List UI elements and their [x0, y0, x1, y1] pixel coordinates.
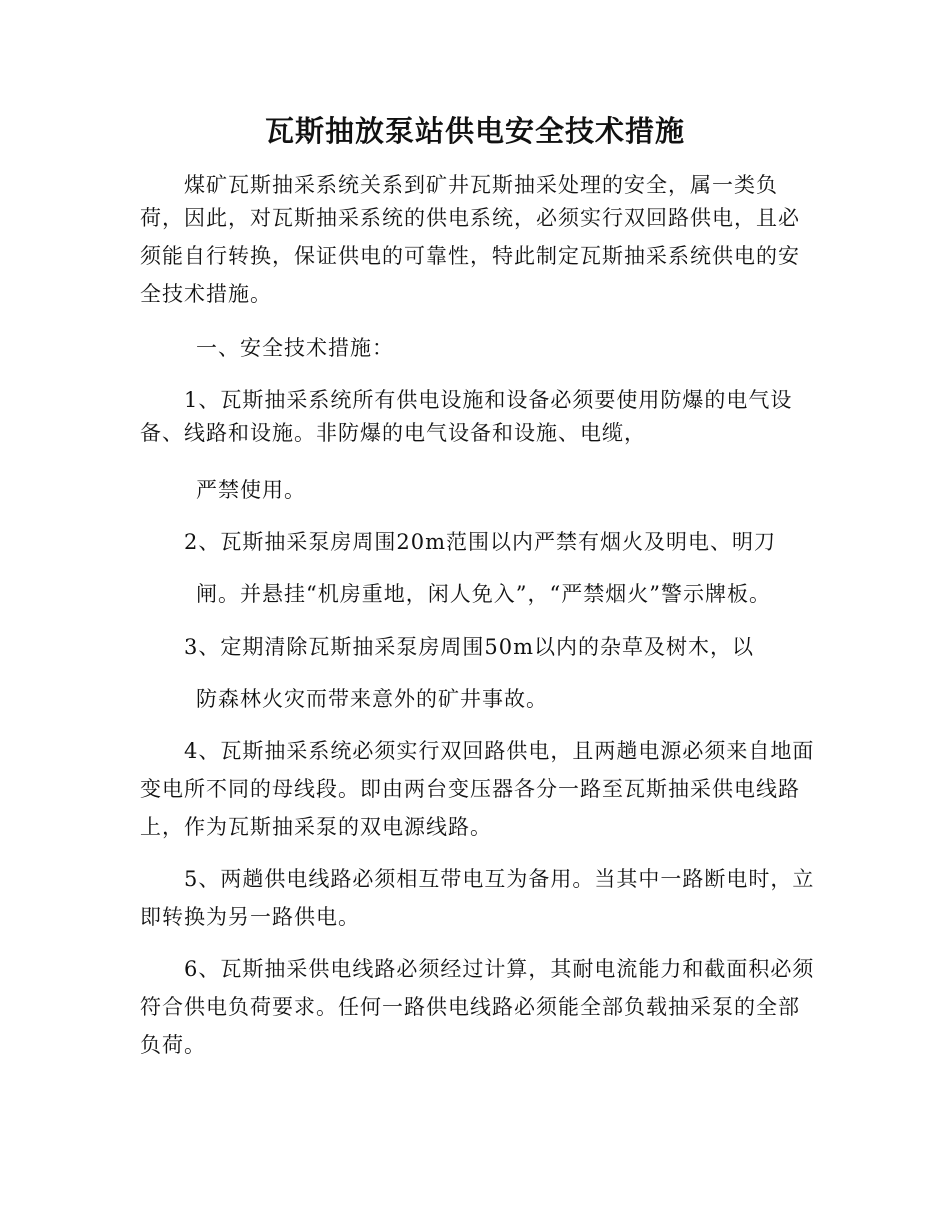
paragraph-intro-line-1: 煤矿瓦斯抽采系统关系到矿井瓦斯抽采处理的安全，属一类负	[184, 173, 778, 197]
item-4-line-1: 4、瓦斯抽采系统必须实行双回路供电，且两趟电源必须来自地面	[184, 739, 815, 763]
paragraph-intro-line-2: 荷，因此，对瓦斯抽采系统的供电系统，必须实行双回路供电，且必	[140, 206, 800, 230]
item-4-line-3: 上，作为瓦斯抽采泵的双电源线路。	[140, 815, 492, 839]
item-1-line-2: 备、线路和设施。非防爆的电气设备和设施、电缆，	[140, 421, 646, 445]
item-1-line-1: 1、瓦斯抽采系统所有供电设施和设备必须要使用防爆的电气设	[184, 388, 793, 412]
item-3-line-2: 防森林火灾而带来意外的矿井事故。	[196, 687, 548, 711]
item-2-line-1: 2、瓦斯抽采泵房周围20m范围以内严禁有烟火及明电、明刀	[184, 530, 776, 554]
item-4-line-2: 变电所不同的母线段。即由两台变压器各分一路至瓦斯抽采供电线路	[140, 777, 800, 801]
item-5-line-2: 即转换为另一路供电。	[140, 905, 360, 929]
item-6-line-1: 6、瓦斯抽采供电线路必须经过计算，其耐电流能力和截面积必须	[184, 957, 815, 981]
item-2-line-2: 闸。并悬挂“机房重地，闲人免入”，“严禁烟火”警示牌板。	[196, 582, 771, 606]
item-1-line-3: 严禁使用。	[196, 478, 306, 502]
section-heading: 一、安全技术措施：	[196, 336, 394, 360]
paragraph-intro-line-3: 须能自行转换，保证供电的可靠性，特此制定瓦斯抽采系统供电的安	[140, 244, 800, 268]
document-title: 瓦斯抽放泵站供电安全技术措施	[264, 114, 685, 148]
paragraph-intro-line-4: 全技术措施。	[140, 282, 272, 306]
item-6-line-2: 符合供电负荷要求。任何一路供电线路必须能全部负载抽采泵的全部	[140, 995, 800, 1019]
item-6-line-3: 负荷。	[140, 1033, 206, 1057]
item-3-line-1: 3、定期清除瓦斯抽采泵房周围50m以内的杂草及树木，以	[184, 635, 754, 659]
item-5-line-1: 5、两趟供电线路必须相互带电互为备用。当其中一路断电时，立	[184, 867, 815, 891]
